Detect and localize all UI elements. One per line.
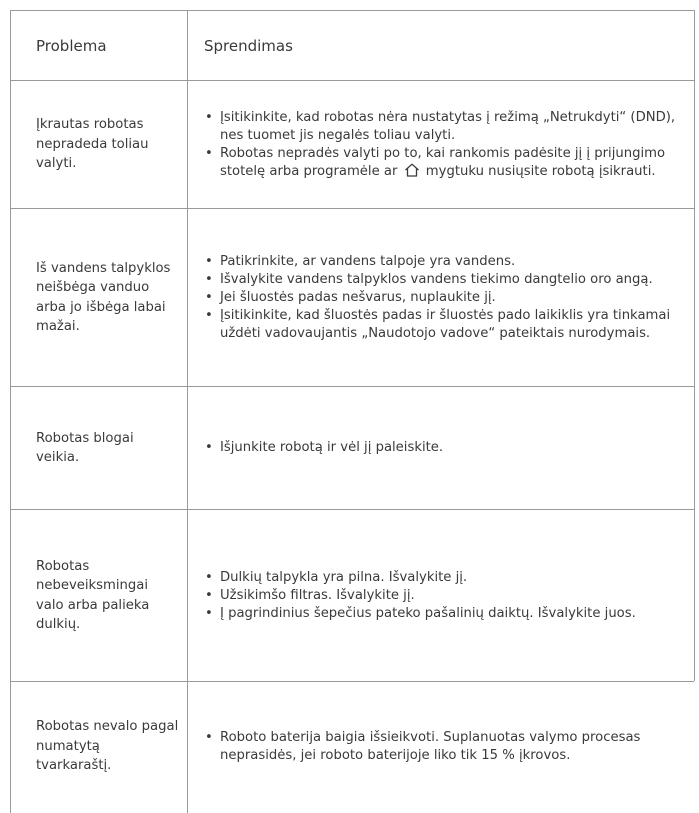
problem-cell: Robotas nebeveiksmingai valo arba palieka dulkių. (36, 558, 150, 632)
solution-text: Robotas nepradės valyti po to, kai rankomis padėsite jį į prijungimo stotelę arba programėle ar (220, 145, 666, 179)
problem-cell: Robotas nevalo pagal numatytą tvarkaraštį. (36, 719, 179, 774)
home-icon (404, 163, 420, 177)
solution-item: • Įsitikinkite, kad robotas nėra nustatytas į režimą „Netrukdyti“ (DND), nes tuomet jis negalės toliau valyti. (204, 109, 680, 145)
solution-item: • Išvalykite vandens talpyklos vandens tiekimo dangtelio oro angą. (204, 271, 680, 289)
solution-item (204, 145, 680, 181)
solution-cell (188, 81, 694, 208)
solution-item: • Į pagrindinius šepečius pateko pašalinių daiktų. Išvalykite juos. (204, 605, 636, 623)
solution-item: • Dulkių talpykla yra pilna. Išvalykite jį. (204, 569, 636, 587)
solution-item: • Jei šluostės padas nešvarus, nuplaukite jį. (204, 289, 680, 307)
problem-cell: Iš vandens talpyklos neišbėga vanduo arba jo išbėga labai mažai. (36, 260, 171, 334)
solution-list (204, 569, 636, 623)
solution-cell (188, 682, 694, 811)
solution-item: • Užsikimšo filtras. Išvalykite jį. (204, 587, 636, 605)
header-problem: Problema (36, 36, 107, 55)
solution-item: • Įsitikinkite, kad šluostės padas ir šluostės pado laikiklis yra tinkamai uždėti vadovaujantis „Naudotojo vadove“ pateiktais nurodymais. (204, 307, 680, 343)
solution-cell (188, 510, 694, 681)
solution-list (204, 109, 680, 181)
solution-cell (188, 387, 694, 509)
solution-list (204, 253, 680, 343)
problem-cell: Robotas blogai veikia. (36, 430, 134, 465)
solution-item: • Išjunkite robotą ir vėl jį paleiskite. (204, 439, 443, 457)
solution-cell (188, 209, 694, 386)
problem-cell: Įkrautas robotas nepradeda toliau valyti. (36, 117, 149, 172)
solution-list (204, 439, 443, 457)
solution-list (204, 729, 680, 765)
solution-item: • Roboto baterija baigia išsieikvoti. Suplanuotas valymo procesas neprasidės, jei roboto baterijoje liko tik 15 % įkrovos. (204, 729, 680, 765)
table-border-right (694, 10, 695, 681)
solution-item: • Patikrinkite, ar vandens talpoje yra vandens. (204, 253, 680, 271)
solution-text: mygtuku nusiųsite robotą įsikrauti. (425, 163, 656, 179)
header-solution: Sprendimas (204, 36, 293, 55)
